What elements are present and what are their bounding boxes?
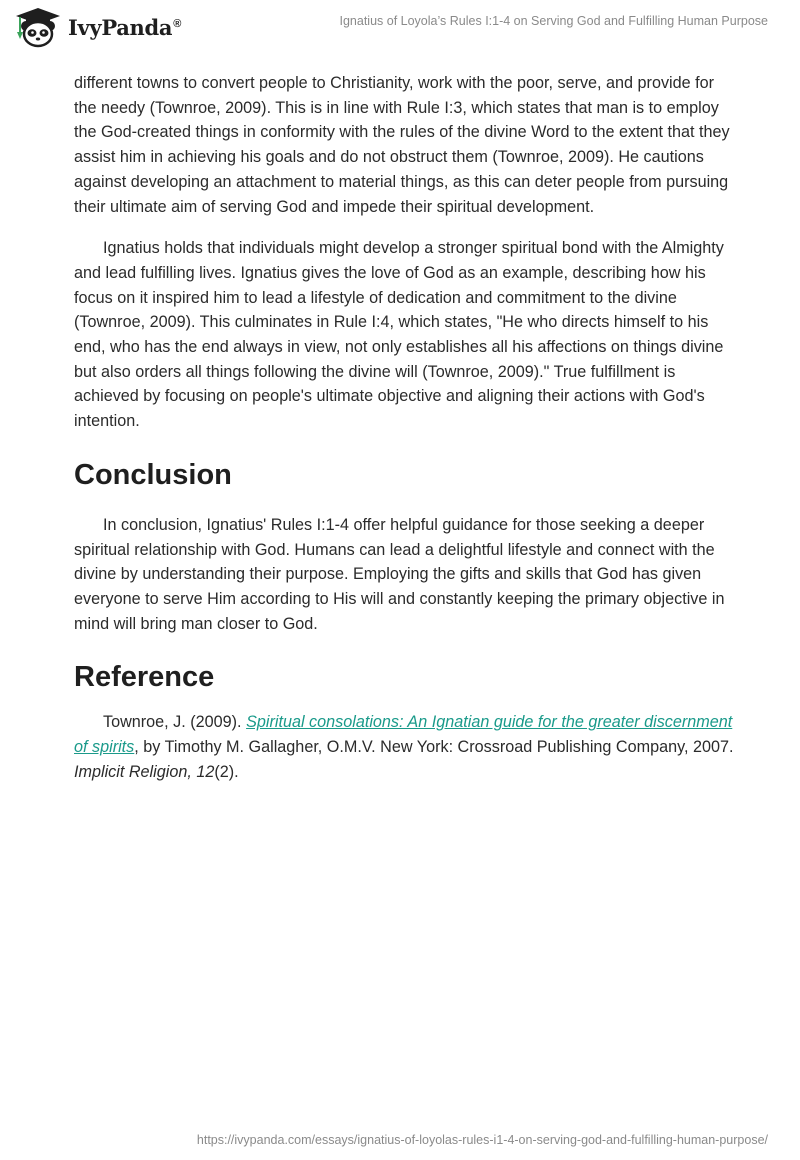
logo-wordmark: IvyPanda® [68, 14, 182, 40]
reference-journal: Implicit Religion, 12 [74, 762, 215, 781]
page-header [0, 0, 800, 70]
reference-heading: Reference [74, 661, 215, 694]
reference-details: , by Timothy M. Gallagher, O.M.V. New York: Crossroad Publishing Company, 2007. [134, 738, 734, 757]
body-paragraph: different towns to convert people to Christianity, work with the poor, serve, and provide for the needy (Townroe, 2009). This is in line with Rule I:3, which states that man is to employ the God-created things in conformity with the rules of the divine Word to the extent that they assist him in achieving his goals and do not obstruct them (Townroe, 2009). He cautions against developing an attachment to material things, as this can deter people from pursuing their ultimate aim of serving God and impede their spiritual development. [74, 74, 730, 216]
body-paragraph: Ignatius holds that individuals might develop a stronger spiritual bond with the Almighty and lead fulfilling lives. Ignatius gives the love of God as an example, describing how his focus on it inspired him to lead a lifestyle of dedication and commitment to the divine (Townroe, 2009). This culminates in Rule I:4, which states, "He who directs himself to his end, who has the end always in view, not only establishes all his affections on things divine but also orders all things following the divine will (Townroe, 2009)." True fulfillment is achieved by focusing on people's ultimate objective and aligning their actions with God's intention. [74, 239, 724, 431]
reference-entry [74, 710, 734, 784]
essay-content [74, 71, 734, 784]
panda-graduate-icon [14, 6, 62, 48]
document-title: Ignatius of Loyola’s Rules I:1-4 on Serving God and Fulfilling Human Purpose [339, 14, 768, 28]
reference-title-link[interactable]: Spiritual consolations: An Ignatian guide for the greater discernment of spirits [74, 713, 733, 757]
conclusion-paragraph: In conclusion, Ignatius' Rules I:1-4 offer helpful guidance for those seeking a deeper spiritual relationship with God. Humans can lead a delightful lifestyle and connect with the divine by understanding their purpose. Employing the gifts and skills that God has given everyone to serve Him according to His will and constantly keeping the primary objective in mind will bring man closer to God. [74, 515, 725, 633]
reference-author-year: Townroe, J. (2009). [103, 713, 247, 732]
footer-source-url[interactable]: https://ivypanda.com/essays/ignatius-of-loyolas-rules-i1-4-on-serving-god-and-fulfilling-human-purpose/ [196, 1133, 768, 1147]
ivypanda-logo[interactable] [14, 6, 181, 48]
reference-issue: (2). [214, 762, 239, 781]
conclusion-heading: Conclusion [74, 458, 232, 491]
